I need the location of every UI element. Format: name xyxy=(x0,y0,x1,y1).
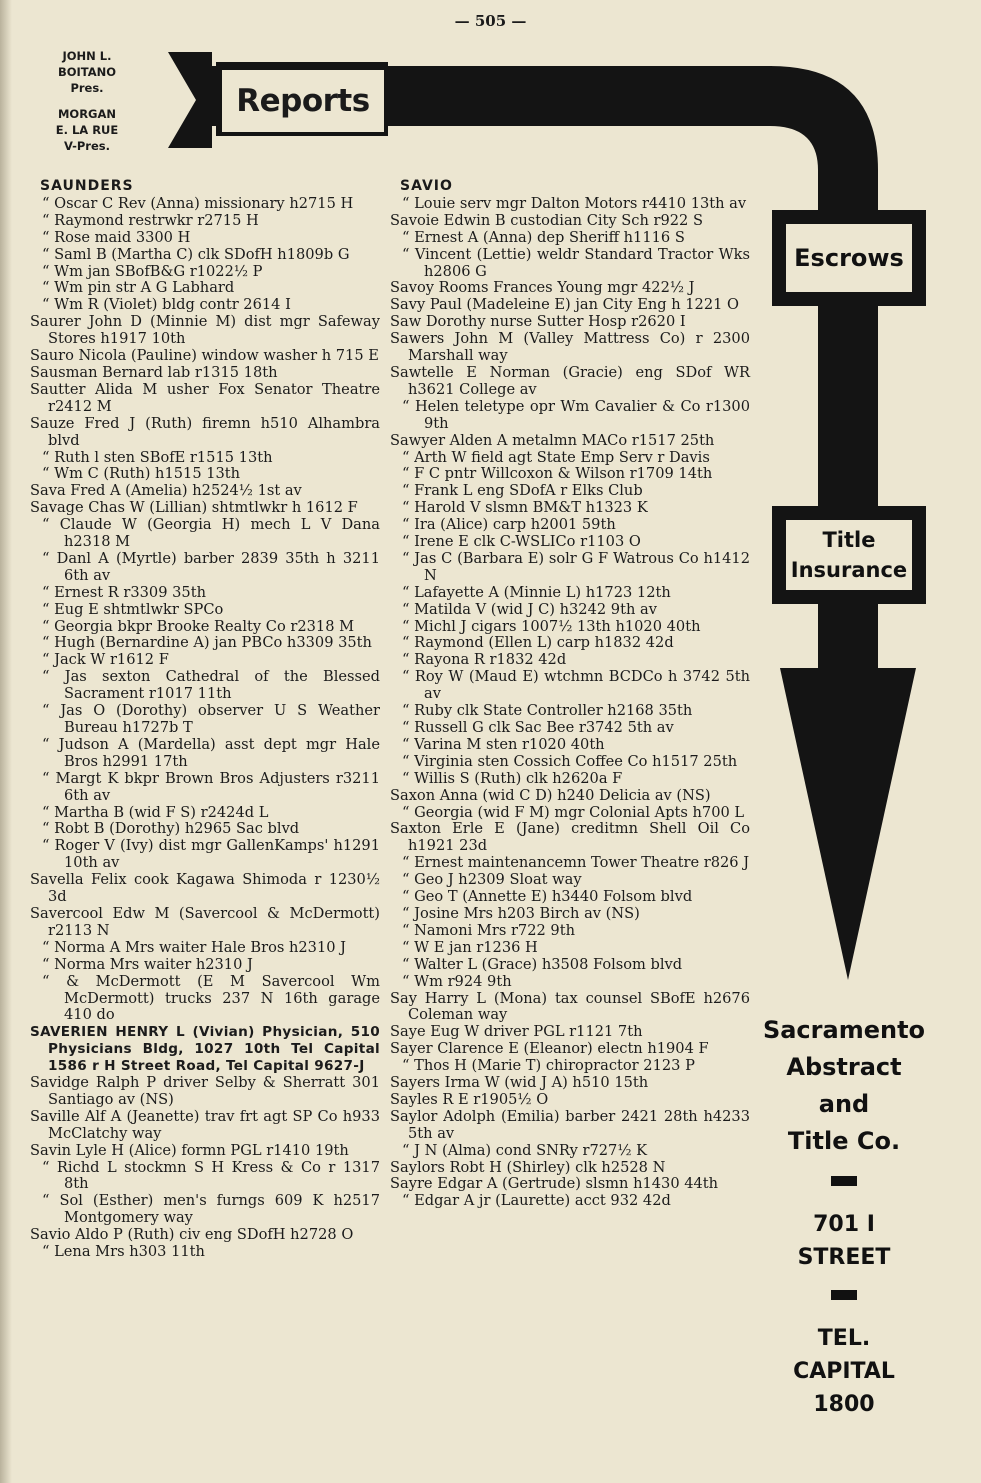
directory-entry: “ Wm R (Violet) bldg contr 2614 I xyxy=(42,296,291,314)
directory-entry: “ Matilda V (wid J C) h3242 9th av xyxy=(402,600,657,618)
directory-entry: Sautter Alida M usher Fox Senator Theatre r2412 M xyxy=(30,380,380,415)
directory-entry: “ Sol (Esther) men's furngs 609 K h2517 Montgomery way xyxy=(42,1192,380,1227)
directory-entry: “ Wm pin str A G Labhard xyxy=(42,279,235,297)
directory-entry: Saylor Adolph (Emilia) barber 2421 28th h4233 5th av xyxy=(390,1107,750,1142)
directory-entry: “ Wm C (Ruth) h1515 13th xyxy=(42,465,241,483)
directory-entry: “ Russell G clk Sac Bee r3742 5th av xyxy=(402,719,674,736)
directory-entry: “ Wm jan SBofB&G r1022½ P xyxy=(42,262,263,280)
reports-banner-label: Reports xyxy=(236,83,370,119)
surname-heading: SAVIO xyxy=(400,178,453,194)
president-title: Pres. xyxy=(70,81,104,95)
directory-entry: “ Virginia sten Cossich Coffee Co h1517 25th xyxy=(402,752,738,770)
directory-entry: “ Frank L eng SDofA r Elks Club xyxy=(402,482,643,500)
title-insurance-line: Insurance xyxy=(790,558,908,582)
directory-entry: “ Ruth l sten SBofE r1515 13th xyxy=(42,448,273,466)
directory-entry: “ Norma Mrs waiter h2310 J xyxy=(42,955,253,973)
directory-entry: “ W E jan r1236 H xyxy=(402,938,538,956)
directory-entry: “ Ernest maintenancemn Tower Theatre r826 J xyxy=(402,854,750,872)
directory-entry: Savercool Edw M (Savercool & McDermott) r2113 N xyxy=(30,904,380,939)
directory-entry: “ Helen teletype opr Wm Cavalier & Co r1300 9th xyxy=(402,397,750,432)
directory-entry: “ Ernest A (Anna) dep Sheriff h1116 S xyxy=(402,228,685,246)
directory-entry: “ Varina M sten r1020 40th xyxy=(402,735,605,753)
directory-entry: Say Harry L (Mona) tax counsel SBofE h2676 Coleman way xyxy=(390,989,750,1024)
directory-entry: “ Richd L stockmn S H Kress & Co r 1317 8th xyxy=(42,1158,380,1193)
directory-entry: “ Ira (Alice) carp h2001 59th xyxy=(402,516,616,534)
directory-entry: “ Raymond restrwkr r2715 H xyxy=(42,211,259,229)
directory-entry: “ Jas C (Barbara E) solr G F Watrous Co h1412 N xyxy=(402,549,750,584)
directory-entry: “ Rayona R r1832 42d xyxy=(402,651,567,669)
directory-entry: “ Robt B (Dorothy) h2965 Sac blvd xyxy=(42,820,300,838)
directory-entry: “ Ruby clk State Controller h2168 35th xyxy=(402,702,693,720)
directory-entry: “ Raymond (Ellen L) carp h1832 42d xyxy=(402,634,674,652)
directory-entry: Savage Chas W (Lillian) shtmtlwkr h 1612 F xyxy=(30,499,358,517)
address-line: STREET xyxy=(797,1245,891,1270)
directory-entry: Sawyer Alden A metalmn MACo r1517 25th xyxy=(390,431,715,449)
telephone-line: TEL. xyxy=(817,1326,871,1351)
directory-entry: “ Jas O (Dorothy) observer U S Weather Bureau h1727b T xyxy=(42,702,380,736)
directory-entry: “ Hugh (Bernardine A) jan PBCo h3309 35th xyxy=(42,634,372,652)
directory-entry: “ Eug E shtmtlwkr SPCo xyxy=(42,600,224,618)
directory-entry: Saw Dorothy nurse Sutter Hosp r2620 I xyxy=(390,313,686,331)
president-name: BOITANO xyxy=(57,65,117,79)
directory-entry: Sava Fred A (Amelia) h2524½ 1st av xyxy=(30,482,302,500)
directory-entry: Saxon Anna (wid C D) h240 Delicia av (NS) xyxy=(390,786,711,804)
directory-entry: Saurer John D (Minnie M) dist mgr Safeway Stores h1917 10th xyxy=(30,313,380,348)
directory-entry: “ Rose maid 3300 H xyxy=(42,228,191,246)
directory-entry: Savella Felix cook Kagawa Shimoda r 1230½ 3d xyxy=(30,871,380,906)
directory-entry: “ Norma A Mrs waiter Hale Bros h2310 J xyxy=(42,938,347,956)
address-line: 701 I xyxy=(813,1212,875,1237)
directory-entry: “ Georgia (wid F M) mgr Colonial Apts h700 L xyxy=(402,803,745,821)
telephone-line: 1800 xyxy=(813,1392,875,1417)
directory-entry: Sauro Nicola (Pauline) window washer h 715 E xyxy=(30,347,379,365)
directory-entry: “ Saml B (Martha C) clk SDofH h1809b G xyxy=(42,245,350,263)
escrows-label: Escrows xyxy=(794,244,904,272)
directory-entry: “ Roy W (Maud E) wtchmn BCDCo h 3742 5th av xyxy=(402,668,750,703)
directory-entry: Savin Lyle H (Alice) formn PGL r1410 19th xyxy=(30,1141,349,1159)
directory-entry: “ Judson A (Mardella) asst dept mgr Hale Bros h2991 17th xyxy=(42,735,380,770)
directory-entry: Sawtelle E Norman (Gracie) eng SDof WR h3621 College av xyxy=(390,363,750,398)
company-name-line: Sacramento xyxy=(762,1016,926,1044)
directory-entry: “ Ernest R r3309 35th xyxy=(42,583,206,601)
vice-president-name: MORGAN xyxy=(57,107,117,121)
directory-entry: Sayer Clarence E (Eleanor) electn h1904 F xyxy=(390,1040,709,1058)
directory-column-right xyxy=(390,178,750,1210)
directory-entry: “ Irene E clk C-WSLICo r1103 O xyxy=(402,533,641,551)
page-number: — 505 — xyxy=(454,12,527,30)
directory-entry: “ Lafayette A (Minnie L) h1723 12th xyxy=(402,583,671,601)
directory-entry: “ Geo J h2309 Sloat way xyxy=(402,871,582,889)
directory-entry: Sausman Bernard lab r1315 18th xyxy=(30,363,278,381)
directory-entry: “ Edgar A jr (Laurette) acct 932 42d xyxy=(402,1192,671,1210)
directory-entry: “ Oscar C Rev (Anna) missionary h2715 H xyxy=(42,194,354,212)
directory-entry: Sayre Edgar A (Gertrude) slsmn h1430 44th xyxy=(390,1175,719,1193)
directory-entry: Savoie Edwin B custodian City Sch r922 S xyxy=(390,211,703,229)
surname-heading: SAUNDERS xyxy=(40,178,134,194)
directory-entry: “ Walter L (Grace) h3508 Folsom blvd xyxy=(402,955,683,973)
directory-entry: “ Geo T (Annette E) h3440 Folsom blvd xyxy=(402,888,693,906)
directory-entry: “ Louie serv mgr Dalton Motors r4410 13th av xyxy=(402,194,747,212)
divider-bar xyxy=(831,1290,857,1300)
directory-entry: Sauze Fred J (Ruth) firemn h510 Alhambra blvd xyxy=(30,414,380,449)
company-name-line: Title Co. xyxy=(787,1127,901,1155)
directory-entry: Sayles R E r1905½ O xyxy=(390,1090,549,1108)
directory-entry: “ Georgia bkpr Brooke Realty Co r2318 M xyxy=(42,617,355,635)
directory-entry: “ Michl J cigars 1007½ 13th h1020 40th xyxy=(402,617,701,635)
divider-bar xyxy=(831,1176,857,1186)
directory-entry: “ Vincent (Lettie) weldr Standard Tractor Wks h2806 G xyxy=(402,245,750,280)
directory-entry: “ Claude W (Georgia H) mech L V Dana h2318 M xyxy=(42,516,380,551)
directory-column-left xyxy=(30,178,380,1261)
directory-entry: “ F C pntr Willcoxon & Wilson r1709 14th xyxy=(402,465,713,483)
title-insurance-label xyxy=(786,520,912,590)
directory-entry: Sayers Irma W (wid J A) h510 15th xyxy=(390,1074,649,1092)
directory-entry: “ Jas sexton Cathedral of the Blessed Sacrament r1017 11th xyxy=(42,668,380,703)
directory-entry: Saylors Robt H (Shirley) clk h2528 N xyxy=(390,1158,666,1176)
title-insurance-line: Title xyxy=(822,528,876,552)
directory-entry: “ & McDermott (E M Savercool Wm McDermott) trucks 237 N 16th garage 410 do xyxy=(42,972,380,1024)
directory-entry: “ Harold V slsmn BM&T h1323 K xyxy=(402,499,648,517)
directory-entry: Saville Alf A (Jeanette) trav frt agt SP Co h933 McClatchy way xyxy=(30,1107,380,1142)
company-name-line: and xyxy=(818,1090,870,1118)
president-name: JOHN L. xyxy=(62,49,112,63)
directory-entry: Sawers John M (Valley Mattress Co) r 2300 Marshall way xyxy=(390,330,750,365)
directory-entry: “ Thos H (Marie T) chiropractor 2123 P xyxy=(402,1057,695,1075)
company-name-line: Abstract xyxy=(786,1053,902,1081)
directory-entry: “ Martha B (wid F S) r2424d L xyxy=(42,803,269,821)
directory-entry: Savy Paul (Madeleine E) jan City Eng h 1221 O xyxy=(390,296,740,314)
directory-entry: Savoy Rooms Frances Young mgr 422½ J xyxy=(390,279,695,297)
directory-entry: “ J N (Alma) cond SNRy r727½ K xyxy=(402,1141,648,1159)
directory-entry: “ Wm r924 9th xyxy=(402,972,512,990)
sidebar-advertisement xyxy=(760,1012,928,1421)
directory-entry: “ Namoni Mrs r722 9th xyxy=(402,921,575,939)
directory-entry-featured: SAVERIEN HENRY L (Vivian) Physician, 510 Physicians Bldg, 1027 10th Tel Capital 1586 r H Street Road, Tel Capital 9627-J xyxy=(30,1024,380,1075)
directory-entry: Saye Eug W driver PGL r1121 7th xyxy=(390,1023,643,1041)
telephone-line: CAPITAL xyxy=(793,1359,895,1384)
directory-entry: “ Margt K bkpr Brown Bros Adjusters r3211 6th av xyxy=(42,769,380,804)
directory-entry: Saxton Erle E (Jane) creditmn Shell Oil Co h1921 23d xyxy=(390,820,750,855)
directory-entry: “ Lena Mrs h303 11th xyxy=(42,1243,205,1261)
directory-entry: “ Danl A (Myrtle) barber 2839 35th h 3211 6th av xyxy=(42,549,380,584)
directory-entry: Savio Aldo P (Ruth) civ eng SDofH h2728 O xyxy=(30,1226,354,1244)
vice-president-title: V-Pres. xyxy=(64,139,110,153)
directory-entry: Savidge Ralph P driver Selby & Sherratt 301 Santiago av (NS) xyxy=(30,1074,380,1108)
directory-entry: “ Jack W r1612 F xyxy=(42,651,169,669)
vice-president-name: E. LA RUE xyxy=(55,123,119,137)
directory-entry: “ Josine Mrs h203 Birch av (NS) xyxy=(402,904,640,922)
directory-entry: “ Arth W field agt State Emp Serv r Davis xyxy=(402,448,710,466)
directory-entry: “ Roger V (Ivy) dist mgr GallenKamps' h1291 10th av xyxy=(42,837,380,872)
directory-entry: “ Willis S (Ruth) clk h2620a F xyxy=(402,769,623,787)
